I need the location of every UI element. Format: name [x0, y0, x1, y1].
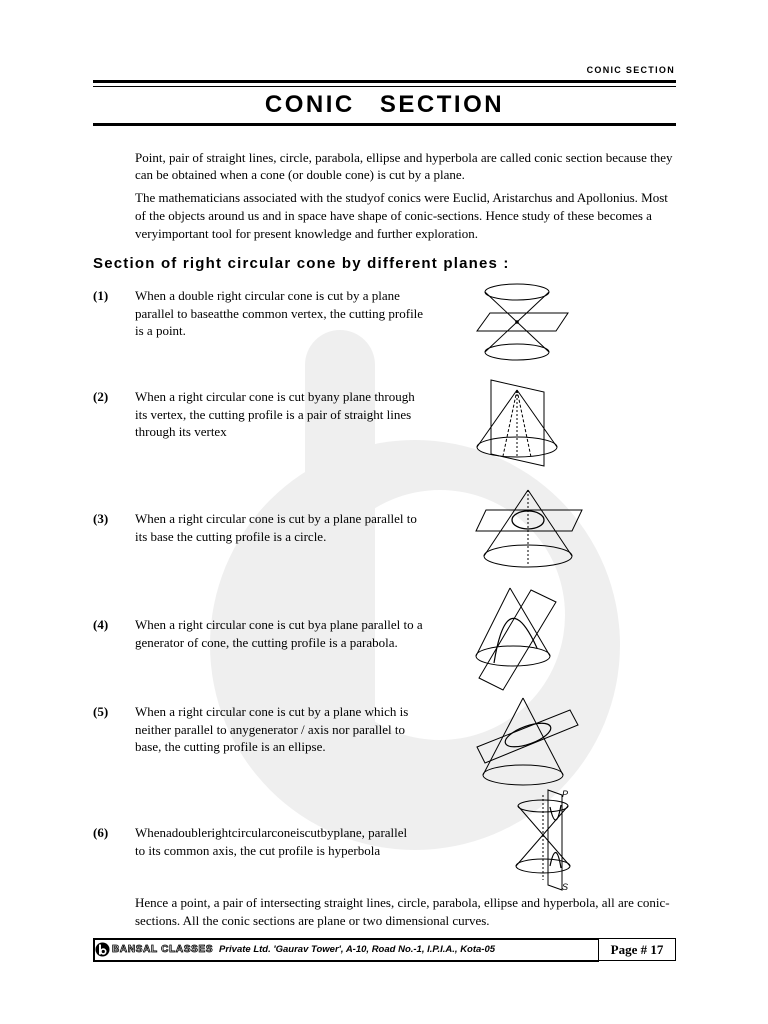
cutting-plane	[477, 313, 568, 331]
text-line: Hence a point, a pair of intersecting straight lines, circle, parabola, ellipse and hyperbola, all are conic-	[135, 895, 670, 910]
item-number: (6)	[93, 825, 109, 840]
cutting-plane	[479, 590, 556, 690]
text-line: base, the cutting profile is an ellipse.	[135, 739, 326, 754]
footer-brand: BANSAL CLASSES	[112, 944, 214, 955]
text-line: parallel to baseatthe common vertex, the cutting profile	[135, 305, 424, 321]
cutting-plane	[548, 790, 562, 890]
text-line: can be obtained when a cone (or double cone) is cut by a plane.	[135, 167, 465, 182]
page-number: Page # 17	[598, 938, 676, 961]
cone-base-ellipse	[476, 646, 550, 666]
text-line: When a right circular cone is cut bya plane parallel to a	[135, 617, 423, 632]
figure-hyperbola	[516, 789, 570, 892]
page-title: CONIC SECTION	[264, 91, 505, 118]
cone-base-ellipse	[483, 765, 563, 785]
item-number: (4)	[93, 617, 109, 632]
text-line: sections. All the conic sections are plane or two dimensional curves.	[135, 913, 490, 928]
text-line: veryimportant tool for present knowledge and further exploration.	[135, 226, 478, 241]
section-parabola	[494, 618, 537, 663]
text-line: When a double right circular cone is cut by a plane	[135, 288, 400, 303]
figure-ellipse	[477, 698, 578, 785]
text-line: When a right circular cone is cut by a plane which is	[135, 704, 409, 719]
footer-rule-top	[93, 938, 599, 940]
item-number: (1)	[93, 288, 109, 303]
item-number: (2)	[93, 389, 109, 404]
section-hyperbola-upper	[550, 805, 561, 820]
item-number: (5)	[93, 704, 109, 719]
text-line: When a right circular cone is cut by a plane parallel to	[135, 511, 417, 526]
footer-address: Private Ltd. 'Gaurav Tower', A-10, Road No.-1, I.P.I.A., Kota-05	[219, 944, 496, 955]
cutting-plane	[476, 510, 582, 531]
cone-base-ellipse	[485, 344, 549, 360]
text-line: to its common axis, the cut profile is hyperbola	[135, 842, 381, 858]
text-line: its vertex, the cutting profile is a pair of straight lines	[135, 406, 412, 422]
text-line: The mathematicians associated with the studyof conics were Euclid, Aristarchus and Apollonius. Most	[135, 190, 668, 205]
cone-generator	[516, 806, 568, 866]
item-number: (3)	[93, 511, 109, 526]
section-point	[516, 321, 519, 324]
figure-parabola	[476, 588, 556, 690]
text-line: generator of cone, the cutting profile is a parabola.	[135, 634, 398, 650]
text-line: When a right circular cone is cut byany plane through	[135, 389, 415, 404]
figure-pair-of-lines	[477, 380, 557, 466]
text-line: Whenadoublerightcircularconeiscutbyplane, parallel	[135, 825, 408, 840]
footer-rule-bottom	[93, 960, 599, 962]
section-heading: Section of right circular cone by different planes :	[93, 255, 510, 272]
running-head: CONIC SECTION	[586, 65, 675, 75]
figure-point	[477, 284, 568, 360]
text-line: neither parallel to anygenerator / axis nor parallel to	[135, 721, 405, 737]
text-line: Point, pair of straight lines, circle, parabola, ellipse and hyperbola are called conic section because they	[135, 150, 673, 165]
cone-generator	[523, 698, 563, 775]
cone-top-ellipse	[485, 284, 549, 300]
text-line: is a point.	[135, 323, 186, 338]
bansal-logo-icon	[95, 942, 110, 957]
cutting-plane	[477, 710, 578, 763]
text-line: its base the cutting profile is a circle.	[135, 528, 327, 544]
plane-label-top: P	[562, 789, 569, 799]
plane-label-bottom: S	[562, 882, 569, 892]
figure-circle	[476, 490, 582, 567]
text-line: of the objects around us and in space have shape of conic-sections. Hence study of these becomes a	[135, 208, 652, 223]
text-line: through its vertex	[135, 424, 227, 439]
